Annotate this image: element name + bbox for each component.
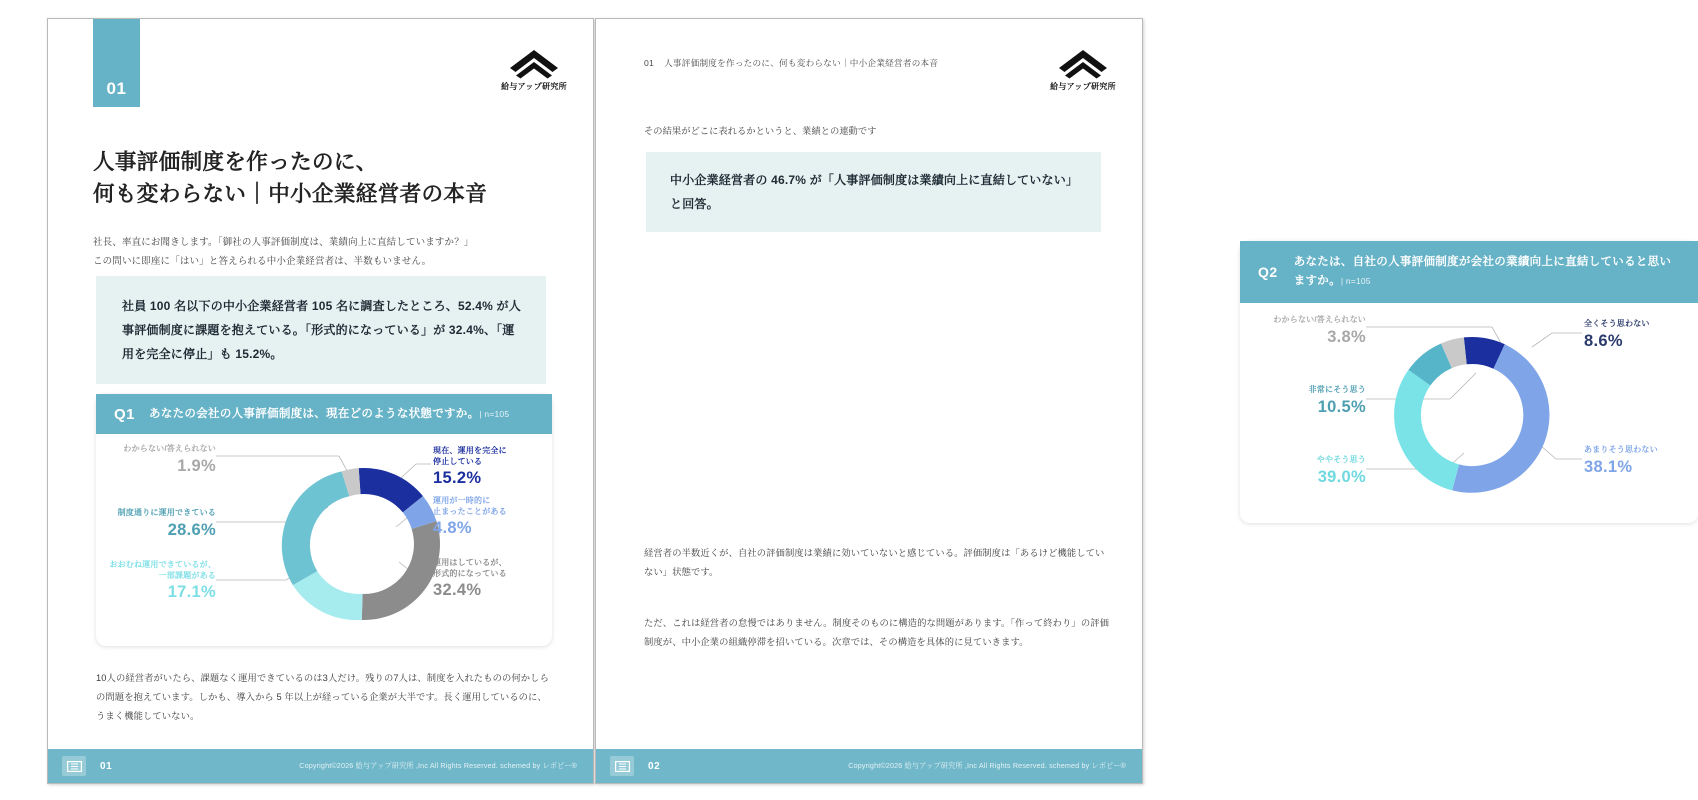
brand-logo-page2	[1044, 49, 1122, 92]
page2-lead-paragraph: その結果がどこに表れるかというと、業績との連動です	[644, 126, 877, 136]
page-title-line-2: 何も変わらない｜中小企業経営者の本音	[93, 181, 488, 206]
q1-label-temporarily-stopped: 運用が一時的に 止まったことがある 4.8%	[433, 496, 507, 538]
page1-body-paragraph: 10人の経営者がいたら、課題なく運用できているのは3人だけ。残りの7人は、制度を入れたものの何かしらの問題を抱えています。しかも、導入から 5 年以上が経っている企業が大半です。長く運用しているのに、うまく機能していない。	[96, 673, 549, 722]
highlight-callout-text: 社員 100 名以下の中小企業経営者 105 名に調査したところ、52.4% が人事評価制度に課題を抱えている。「形式的になっている」が 32.4%、「運用を完全に停止」も 15.2%。	[122, 299, 521, 361]
lead-line-1: 社長、率直にお聞きします。「御社の人事評価制度は、業績向上に直結していますか？」	[93, 237, 474, 248]
brand-logo-text: 給与アップ研究所	[1050, 82, 1116, 91]
q2-question-text: あなたは、自社の人事評価制度が会社の業績向上に直結していると思いますか。| n=105	[1293, 256, 1672, 287]
q1-sample-size: | n=105	[479, 408, 510, 419]
q2-chart-card	[1240, 241, 1698, 523]
q1-question-label: Q1	[114, 405, 136, 423]
page1-footer-page-number: 01	[100, 760, 113, 772]
q2-question-label: Q2	[1258, 264, 1278, 280]
q2-label-strongly-agree: 非常にそう思う 10.5%	[1308, 385, 1366, 416]
book-icon	[62, 756, 86, 776]
q2-question-bar	[1240, 241, 1698, 303]
page1-footer	[48, 749, 593, 783]
chapter-number: 01	[106, 79, 127, 98]
book-glyph	[615, 761, 630, 772]
running-head	[644, 57, 938, 69]
page-title-line-1: 人事評価制度を作ったのに、	[93, 150, 378, 174]
page2-highlight-callout	[646, 152, 1101, 232]
q2-label-somewhat-agree: ややそう思う 39.0%	[1316, 455, 1366, 486]
chevron-logo-icon	[1057, 49, 1109, 79]
q2-label-strongly-disagree: 全くそう思わない 8.6%	[1584, 319, 1650, 350]
brand-logo-text: 給与アップ研究所	[501, 82, 567, 91]
page2-footer-page-number: 02	[648, 760, 661, 772]
page-2	[595, 18, 1672, 784]
q1-chart-card	[96, 394, 552, 646]
q2-sample-size: | n=105	[1340, 276, 1371, 286]
q2-donut-chart	[1240, 303, 1698, 585]
page1-footer-copyright: Copyright©2026 給与アップ研究所 ,Inc All Rights Reserved. schemed by レポピー®	[299, 761, 577, 770]
chevron-logo-icon	[508, 49, 560, 79]
book-glyph	[67, 761, 82, 772]
q1-label-operating-as-designed: 制度通りに運用できている 28.6%	[117, 508, 216, 539]
page2-footer	[596, 749, 1142, 783]
page2-footer-copyright: Copyright©2026 給与アップ研究所 ,Inc All Rights Reserved. schemed by レポピー®	[848, 761, 1126, 770]
page2-body-paragraph-2: ただ、これは経営者の怠慢ではありません。制度そのものに構造的な問題があります。「作って終わり」の評価制度が、中小企業の組織停滞を招いている。次章では、その構造を具体的に見ていきます。	[644, 618, 1110, 648]
q1-label-dont-know: わからない/答えられない 1.9%	[123, 444, 216, 475]
highlight-callout	[96, 276, 546, 384]
brand-logo	[495, 49, 573, 92]
q2-label-dont-know: わからない/答えられない 3.8%	[1273, 315, 1366, 346]
running-head-number: 01	[644, 58, 655, 68]
q1-label-formality-only: 運用はしているが、 形式的になっている 32.4%	[433, 558, 507, 600]
page2-body-paragraph-1: 経営者の半数近くが、自社の評価制度は業績に効いていないと感じている。評価制度は「あるけど機能していない」状態です。	[644, 548, 1105, 578]
chapter-number-block	[93, 19, 140, 107]
q1-label-mostly-operating: おおむね運用できているが、 一部課題がある 17.1%	[109, 560, 216, 602]
lead-line-2: この問いに即座に「はい」と答えられる中小企業経営者は、半数もいません。	[93, 255, 432, 267]
q1-donut-chart	[96, 434, 552, 686]
q2-label-somewhat-disagree: あまりそう思わない 38.1%	[1584, 445, 1658, 476]
book-icon	[610, 756, 634, 776]
running-head-title: 人事評価制度を作ったのに、何も変わらない｜中小企業経営者の本音	[664, 58, 939, 68]
page-1	[47, 18, 594, 784]
q1-question-bar	[96, 394, 552, 434]
q1-question-text: あなたの会社の人事評価制度は、現在どのような状態ですか。| n=105	[149, 407, 510, 420]
page-title	[93, 147, 563, 211]
page2-highlight-callout-text: 中小企業経営者の 46.7% が「人事評価制度は業績向上に直結していない」と回答。	[670, 173, 1079, 211]
lead-paragraph	[93, 234, 553, 271]
q1-label-fully-stopped: 現在、運用を完全に 停止している 15.2%	[433, 446, 507, 488]
